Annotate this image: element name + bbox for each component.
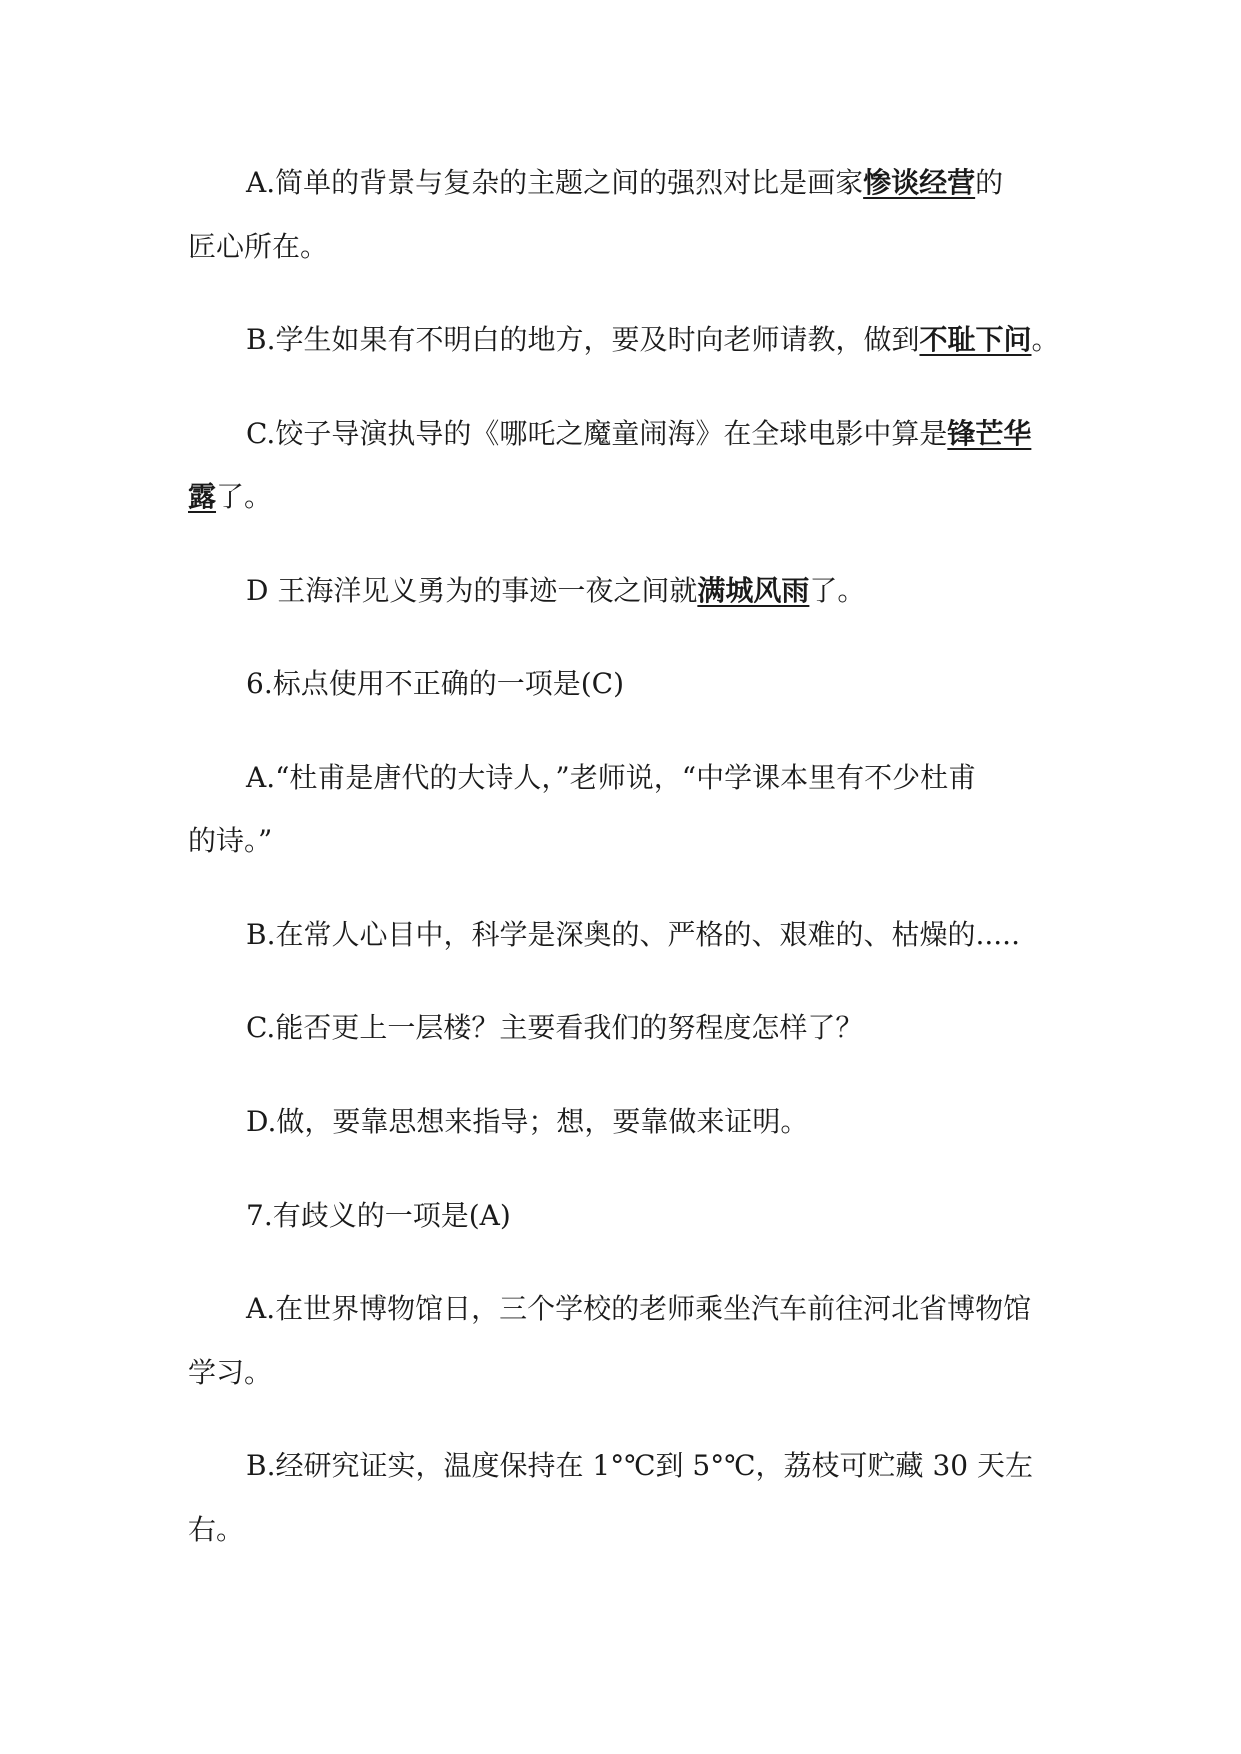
q5-option-c-highlight-part1: 锋芒华	[947, 417, 1032, 450]
q7-question: 7.有歧义的一项是(A)	[246, 1199, 511, 1232]
q5-option-b	[246, 320, 1060, 360]
q5-option-b-text: B.学生如果有不明白的地方，要及时向老师请教，做到	[246, 323, 920, 356]
q5-option-a-line1	[246, 163, 1003, 203]
q5-option-d-highlight: 满城风雨	[697, 574, 810, 607]
q5-option-d	[246, 571, 865, 611]
q6-option-c: C.能否更上一层楼？主要看我们的努程度怎样了？	[246, 1011, 864, 1044]
q5-option-d-text-after: 了。	[809, 574, 866, 607]
q6-option-a-line1: A.“杜甫是唐代的大诗人，”老师说，“中学课本里有不少杜甫	[246, 761, 977, 794]
q5-option-b-text-after: 。	[1031, 323, 1060, 356]
q6-option-d: D.做，要靠思想来指导；想，要靠做来证明。	[246, 1105, 809, 1138]
q5-option-a-line2: 匠心所在。	[188, 230, 329, 263]
q5-option-b-highlight: 不耻下问	[919, 323, 1032, 356]
q7-option-a-line2: 学习。	[188, 1356, 273, 1389]
q7-option-b-line1: B.经研究证实，温度保持在 1°℃到 5°℃，荔枝可贮藏 30 天左	[246, 1449, 1033, 1482]
q5-option-d-text: D 王海洋见义勇为的事迹一夜之间就	[246, 574, 698, 607]
q6-option-a-line2: 的诗。”	[188, 824, 273, 857]
q5-option-a-text: A.简单的背景与复杂的主题之间的强烈对比是画家	[246, 166, 864, 199]
q5-option-c-text-after: 了。	[216, 480, 273, 513]
q6-question: 6.标点使用不正确的一项是(C)	[246, 667, 624, 700]
q5-option-c-line1	[246, 414, 1031, 454]
q7-option-b-line2: 右。	[188, 1513, 245, 1546]
q7-option-a-line1: A.在世界博物馆日，三个学校的老师乘坐汽车前往河北省博物馆	[246, 1292, 1032, 1325]
q5-option-c-line2	[188, 477, 272, 517]
q6-option-b: B.在常人心目中，科学是深奥的、严格的、艰难的、枯燥的.....	[246, 918, 1020, 951]
q5-option-c-text: C.饺子导演执导的《哪吒之魔童闹海》在全球电影中算是	[246, 417, 948, 450]
q5-option-a-text-after: 的	[975, 166, 1004, 199]
q5-option-c-highlight-part2: 露	[188, 480, 217, 513]
q5-option-a-highlight: 惨谈经营	[863, 166, 976, 199]
